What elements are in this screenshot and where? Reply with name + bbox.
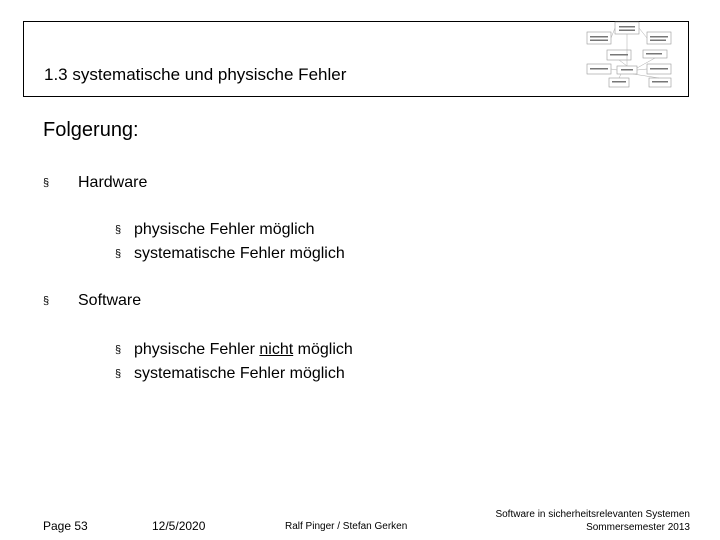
slide-heading: Folgerung:: [43, 119, 139, 141]
hardware-item-1: [134, 221, 315, 239]
sub-bullet-marker: §: [115, 368, 122, 380]
hardware-item-2: systematische Fehler möglich: [134, 245, 345, 262]
bullet-marker: §: [43, 295, 50, 307]
emphasis-word: nicht: [259, 341, 294, 358]
footer-semester: Sommersemester 2013: [586, 522, 690, 533]
sub-bullet-marker: §: [115, 248, 122, 260]
section-label-software: Software: [78, 292, 142, 309]
sub-bullet-marker: §: [115, 224, 122, 236]
footer-page-number: Page 53: [43, 519, 88, 533]
footer-course-title: Software in sicherheitsrelevanten Systemen: [495, 509, 690, 520]
software-item-1: [134, 341, 353, 359]
process-diagram-thumbnail: [563, 2, 689, 90]
item-text: physische Fehler: [134, 341, 260, 358]
item-text-after: möglich: [254, 221, 315, 238]
section-label-hardware: Hardware: [78, 174, 148, 191]
slide-title: 1.3 systematische und physische Fehler: [44, 65, 347, 84]
footer-authors: Ralf Pinger / Stefan Gerken: [285, 521, 408, 532]
footer-date: 12/5/2020: [152, 519, 206, 533]
sub-bullet-marker: §: [115, 344, 122, 356]
item-text-after: möglich: [293, 341, 353, 358]
item-text: physische Fehler: [134, 221, 255, 238]
footer-course: [495, 508, 690, 534]
bullet-marker: §: [43, 177, 50, 189]
software-item-2: systematische Fehler möglich: [134, 365, 345, 382]
